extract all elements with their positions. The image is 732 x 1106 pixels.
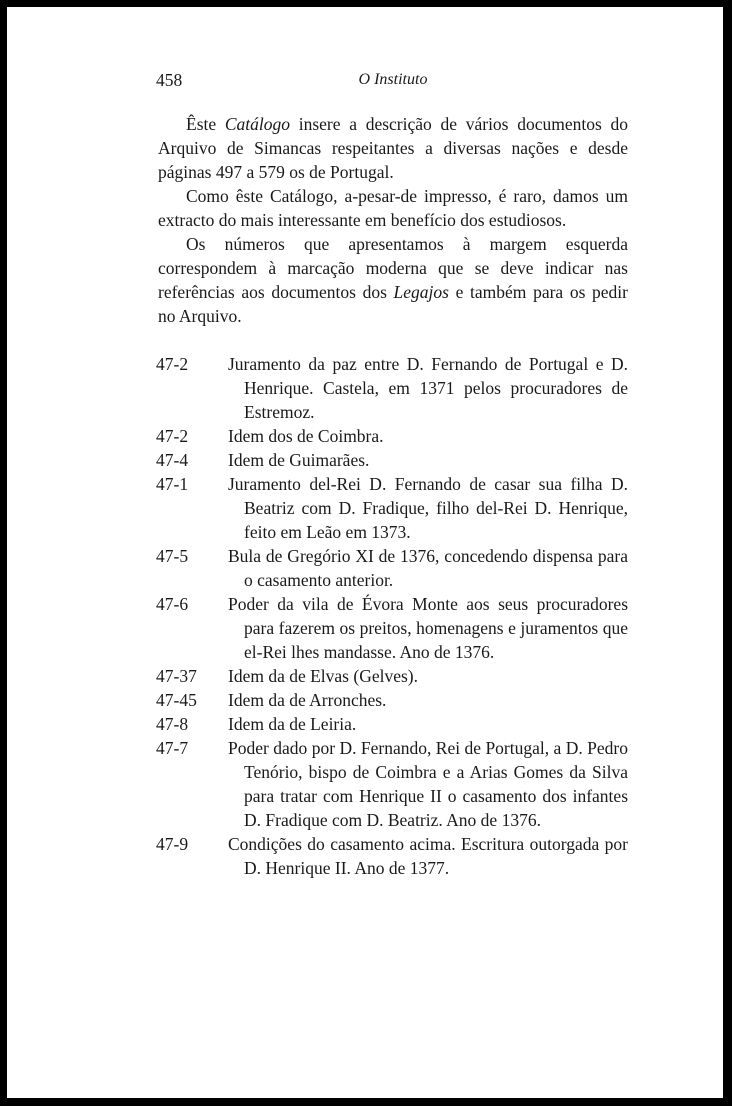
catalog-entry bbox=[158, 544, 628, 592]
catalog-entry bbox=[158, 472, 628, 544]
entry-code: 47-2 bbox=[156, 354, 189, 374]
page-number: 458 bbox=[156, 70, 183, 90]
italic-legajos: Legajos bbox=[393, 282, 449, 302]
italic-catalogo: Catálogo bbox=[224, 114, 291, 134]
entry-code: 47-8 bbox=[156, 714, 189, 734]
entry-text: Idem da de Arronches. bbox=[228, 690, 387, 710]
entry-code: 47-2 bbox=[156, 426, 189, 446]
catalog-entry bbox=[158, 712, 628, 736]
entry-code: 47-5 bbox=[156, 546, 189, 566]
entry-text: Idem da de Elvas (Gelves). bbox=[228, 666, 418, 686]
entry-text: Poder dado por D. Fernando, Rei de Portugal, a D. Pedro Tenório, bispo de Coimbra e a Arias Gomes da Silva para tratar com Henrique II o casamento dos infantes D. Fradique com D. Beatriz. Ano de 1376. bbox=[228, 738, 628, 830]
entry-text: Idem da de Leiria. bbox=[228, 714, 357, 734]
entry-text: Bula de Gregório XI de 1376, concedendo dispensa para o casamento anterior. bbox=[228, 546, 628, 590]
entry-text: Condições do casamento acima. Escritura outorgada por D. Henrique II. Ano de 1377. bbox=[228, 834, 628, 878]
entry-code: 47-9 bbox=[156, 834, 189, 854]
intro-paragraph-3: Os números que apresentamos à margem esquerda correspondem à marcação moderna que se deve indicar nas referências aos documentos dos Legajos e também para os pedir no Arquivo. bbox=[158, 234, 628, 326]
entry-code: 47-4 bbox=[156, 450, 189, 470]
catalog-entry bbox=[158, 448, 628, 472]
document-page bbox=[158, 68, 628, 880]
catalog-entry bbox=[158, 736, 628, 832]
entry-text: Idem de Guimarães. bbox=[228, 450, 370, 470]
intro-paragraph-2: Como êste Catálogo, a-pesar-de impresso, é raro, damos um extracto do mais interessante em benefício dos estudiosos. bbox=[158, 186, 628, 230]
entry-text: Juramento del-Rei D. Fernando de casar sua filha D. Beatriz com D. Fradique, filho del-Rei D. Henrique, feito em Leão em 1373. bbox=[228, 474, 628, 542]
intro-paragraph-1: Êste Catálogo insere a descrição de vários documentos do Arquivo de Simancas respeitantes a diversas nações e desde páginas 497 a 579 os de Portugal. bbox=[158, 114, 628, 182]
running-title: O Instituto bbox=[358, 71, 428, 88]
catalog-entry bbox=[158, 424, 628, 448]
catalog-entry bbox=[158, 832, 628, 880]
entry-text: Poder da vila de Évora Monte aos seus procuradores para fazerem os preitos, homenagens e juramentos que el-Rei lhes mandasse. Ano de 1376. bbox=[228, 594, 628, 662]
catalog-entry bbox=[158, 592, 628, 664]
page-header bbox=[158, 68, 628, 94]
catalog-entry bbox=[158, 688, 628, 712]
catalog-entry bbox=[158, 352, 628, 424]
catalog-entries bbox=[158, 352, 628, 880]
entry-code: 47-1 bbox=[156, 474, 189, 494]
entry-code: 47-6 bbox=[156, 594, 189, 614]
entry-code: 47-45 bbox=[156, 690, 197, 710]
catalog-entry bbox=[158, 664, 628, 688]
entry-code: 47-37 bbox=[156, 666, 197, 686]
entry-text: Juramento da paz entre D. Fernando de Portugal e D. Henrique. Castela, em 1371 pelos procuradores de Estremoz. bbox=[228, 354, 628, 422]
entry-code: 47-7 bbox=[156, 738, 189, 758]
entry-text: Idem dos de Coimbra. bbox=[228, 426, 384, 446]
